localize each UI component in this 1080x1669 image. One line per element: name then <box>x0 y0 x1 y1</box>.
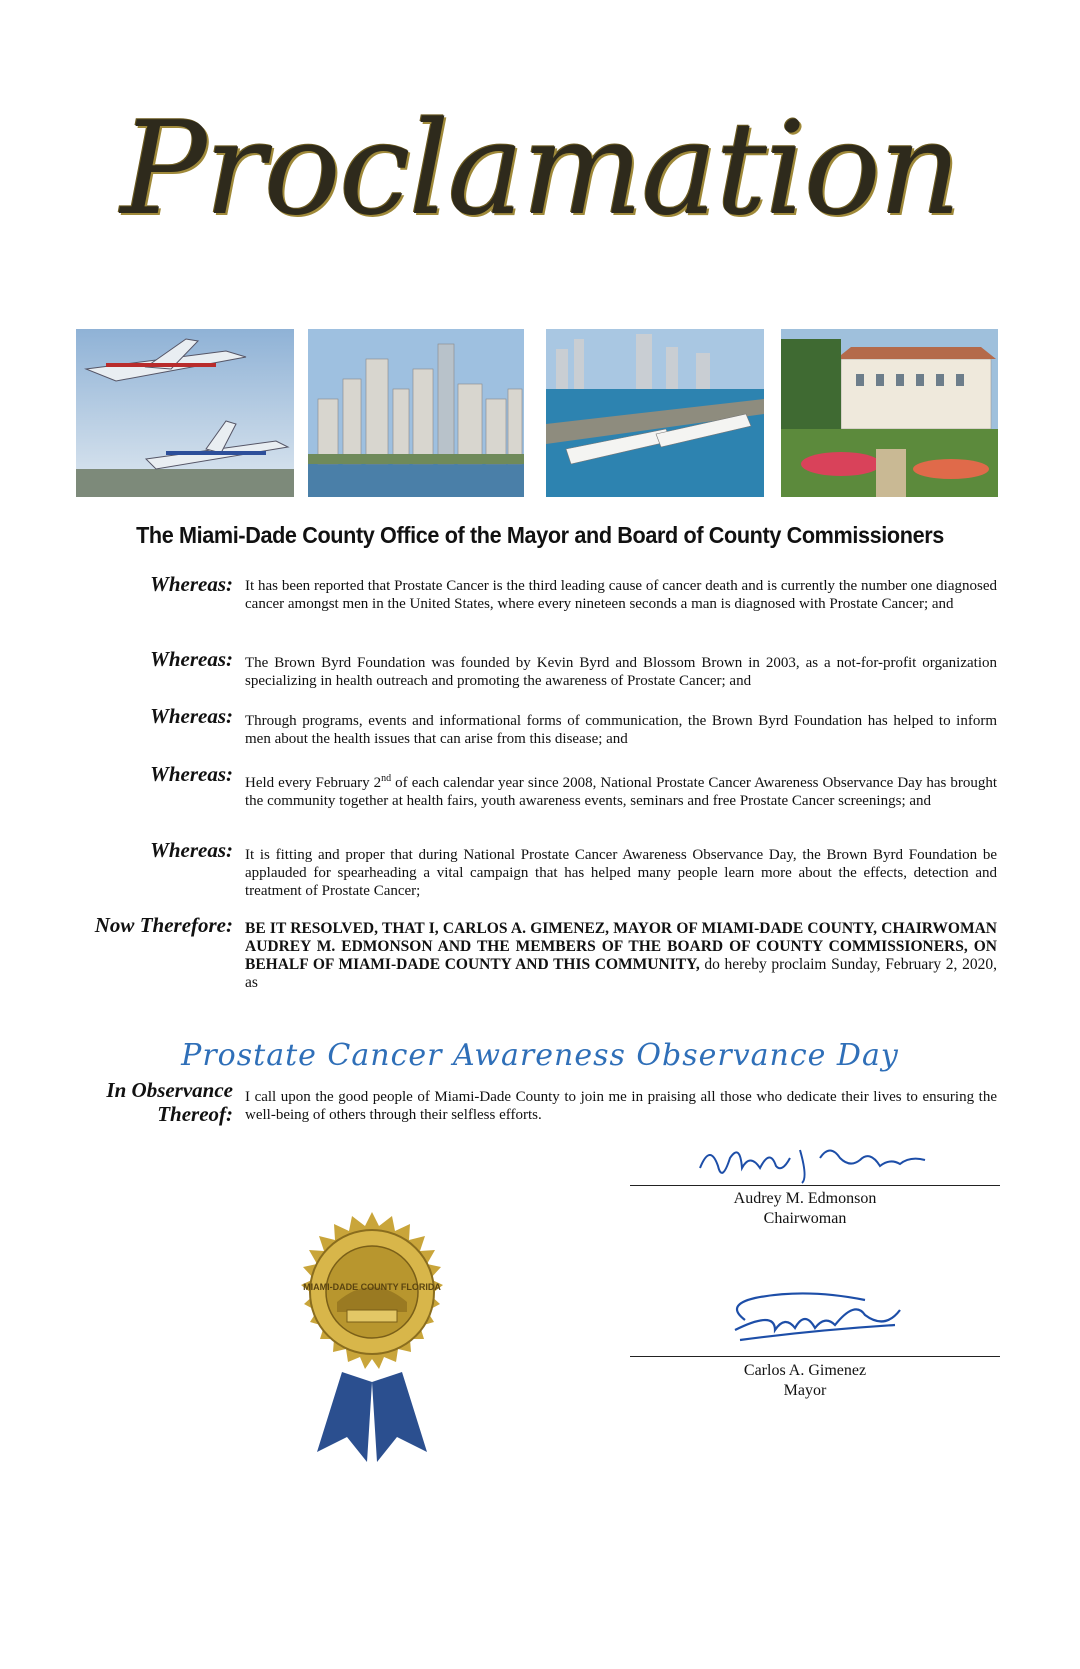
whereas-label: Whereas: <box>150 572 233 596</box>
office-heading: The Miami-Dade County Office of the Mayor and Board of County Commissioners <box>136 522 944 548</box>
whereas-label: Whereas: <box>150 762 233 786</box>
resolution-bold-text: BE IT RESOLVED, THAT I, CARLOS A. GIMENEZ, MAYOR OF MIAMI-DADE COUNTY, CHAIRWOMAN AUDREY M. EDMONSON AND THE MEMBERS OF THE BOARD OF COUNTY COMMISSIONERS, ON BEHALF OF MIAMI-DADE COUNTY AND THIS COMMUNITY, <box>245 920 997 973</box>
observance-day-title: Prostate Cancer Awareness Observance Day <box>181 1038 899 1073</box>
signer-role-chairwoman: Chairwoman <box>763 1210 847 1227</box>
seal-icon <box>272 1212 472 1462</box>
held-text-start: Held every February 2 <box>245 775 382 791</box>
whereas-label: Whereas: <box>150 647 233 671</box>
in-observance-label-line-1: In Observance <box>106 1078 233 1102</box>
whereas-paragraph-4 <box>245 770 997 810</box>
signature-audrey-edmonson <box>690 1138 950 1188</box>
signer-role-mayor: Mayor <box>783 1382 827 1399</box>
now-therefore-paragraph <box>245 920 997 992</box>
now-therefore-label: Now Therefore: <box>94 913 233 937</box>
resolution-text: do hereby proclaim Sunday, February 2, 2020, as <box>245 956 997 991</box>
signature-carlos-gimenez <box>715 1280 915 1350</box>
whereas-paragraph-3: Through programs, events and informational forms of communication, the Brown Byrd Foundation has helped to inform men about the health issues that can arise from this disease; and <box>245 713 997 747</box>
in-observance-label-line-2: Thereof: <box>157 1102 233 1126</box>
seal-ring-text: MIAMI-DADE COUNTY FLORIDA <box>303 1282 441 1292</box>
photo-city-skyline <box>308 329 524 497</box>
photo-airplanes <box>76 329 294 497</box>
photo-port-cruise-ships <box>546 329 764 497</box>
signature-line-mayor <box>630 1356 1000 1357</box>
photo-villa-garden <box>781 329 998 497</box>
county-seal <box>272 1212 472 1462</box>
signer-name-mayor: Carlos A. Gimenez <box>743 1362 867 1379</box>
held-text-superscript: nd <box>381 773 392 784</box>
whereas-paragraph-2: The Brown Byrd Foundation was founded by Kevin Byrd and Blossom Brown in 2003, as a not-for-profit organization specializing in health outreach and promoting the awareness of Prostate Cancer; and <box>245 655 997 689</box>
in-observance-paragraph: I call upon the good people of Miami-Dade County to join me in praising all those who dedicate their lives to ensuring the well-being of others through their selfless efforts. <box>245 1089 997 1123</box>
in-observance-label <box>33 1078 233 1126</box>
whereas-label: Whereas: <box>150 704 233 728</box>
signature-line-chairwoman <box>630 1185 1000 1186</box>
whereas-label: Whereas: <box>150 838 233 862</box>
held-text-rest: of each calendar year since 2008, National Prostate Cancer Awareness Observance Day has brought the community together at health fairs, youth awareness events, seminars and free Prostate Cancer screenings; and <box>245 775 998 809</box>
whereas-paragraph-5: It is fitting and proper that during National Prostate Cancer Awareness Observance Day, the Brown Byrd Foundation be applauded for spearheading a vital campaign that has helped many people learn more about the effects, detection and treatment of Prostate Cancer; <box>245 847 997 899</box>
signer-name-chairwoman: Audrey M. Edmonson <box>733 1190 877 1207</box>
proclamation-title: Proclamation <box>120 95 960 244</box>
whereas-paragraph-1: It has been reported that Prostate Cancer is the third leading cause of cancer death and is currently the number one diagnosed cancer amongst men in the United States, where every nineteen seconds a man is diagnosed with Prostate Cancer; and <box>245 578 997 612</box>
